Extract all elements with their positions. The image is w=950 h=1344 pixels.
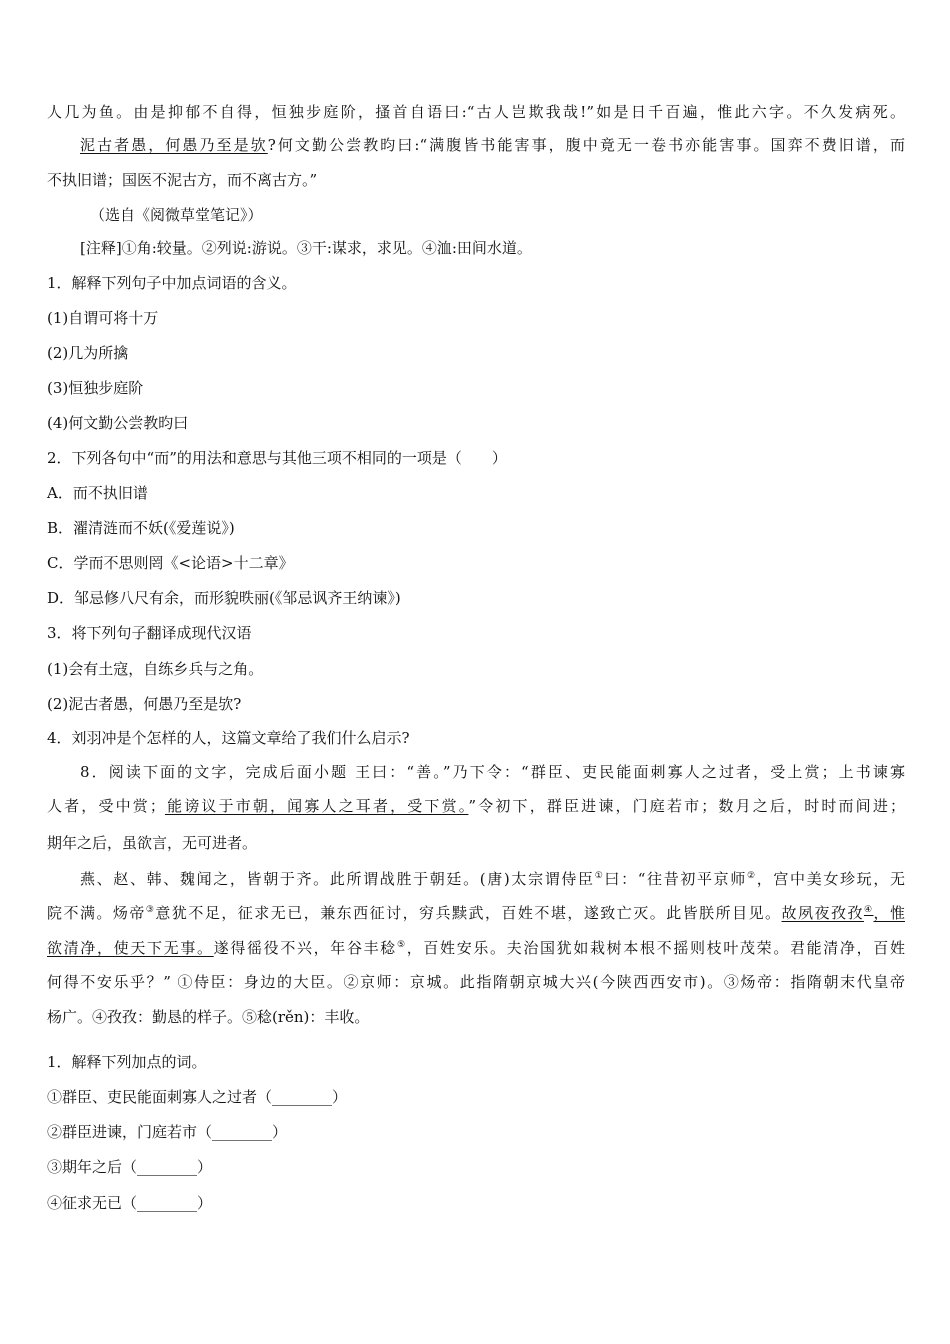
text-segment: 遂得徭役不兴，年谷丰稔 — [213, 939, 397, 957]
text-segment: C．学而不思则罔《<论语>十二章》 — [47, 554, 294, 572]
text-segment: 院不满。炀帝 — [47, 904, 146, 922]
text-line — [80, 760, 905, 784]
text-segment: 何得不安乐乎？” ①侍臣：身边的大臣。②京师：京城。此指隋朝京城大兴(今陕西西安市)。③炀帝：指隋朝末代皇帝 — [47, 973, 905, 991]
text-segment: 意犹不足，征求无已，兼东西征讨，穷兵黩武，百姓不堪，遂致亡灭。此皆朕所目见。 — [155, 904, 782, 922]
text-segment: (2)几为所擒 — [47, 344, 129, 362]
text-line — [47, 341, 905, 365]
text-segment: （选自《阅微草堂笔记》） — [90, 206, 263, 224]
text-segment: ①群臣、吏民能面刺寡人之过者（________） — [47, 1088, 348, 1106]
text-segment: (3)恒独步庭阶 — [47, 379, 144, 397]
text-segment: 3．将下列句子翻译成现代汉语 — [47, 624, 252, 642]
footnote-marker: ② — [747, 871, 757, 881]
text-line — [90, 203, 905, 227]
text-line — [47, 446, 905, 470]
text-segment: 不执旧谱；国医不泥古方，而不离古方。” — [47, 171, 318, 189]
text-segment: 燕、赵、韩、魏闻之，皆朝于齐。此所谓战胜于朝廷。(唐)太宗谓侍臣 — [80, 870, 595, 888]
text-segment: ，宫中美女珍玩，无 — [756, 870, 905, 888]
text-line — [47, 516, 905, 540]
text-segment: 2．下列各句中“而”的用法和意思与其他三项不相同的一项是（ ） — [47, 449, 507, 467]
underlined-text: 欲清净，使天下无事。 — [47, 939, 214, 957]
footnote-marker: ④ — [863, 905, 874, 915]
underlined-text: 泥古者愚，何愚乃至是欤 — [80, 136, 268, 154]
text-line — [47, 551, 905, 575]
text-line — [47, 168, 905, 192]
text-segment: ，百姓安乐。夫治国犹如栽树本根不摇则枝叶茂荣。君能清净，百姓 — [406, 939, 905, 957]
text-segment: ④征求无已（________） — [47, 1194, 213, 1212]
underlined-text: 能谤议于市朝，闻寡人之耳者，受下赏。 — [164, 797, 469, 815]
text-line — [47, 586, 905, 610]
underlined-text: ，惟 — [873, 904, 905, 922]
text-segment: (4)何文勤公尝教昀曰 — [47, 414, 189, 432]
text-line — [80, 867, 905, 891]
text-line — [47, 726, 905, 750]
text-line — [47, 936, 905, 960]
text-line — [47, 1050, 905, 1074]
text-segment: ③期年之后（________） — [47, 1158, 213, 1176]
text-line — [47, 481, 905, 505]
text-segment: B．濯清涟而不妖(《爱莲说》) — [47, 519, 235, 537]
text-line — [47, 794, 905, 818]
underlined-text: 故夙夜孜孜 — [781, 904, 864, 922]
text-segment: 杨广。④孜孜：勤恳的样子。⑤稔(rěn)：丰收。 — [47, 1008, 370, 1026]
footnote-marker: ⑤ — [396, 940, 407, 950]
footnote-marker: ① — [594, 871, 605, 881]
text-segment: (1)自谓可将十万 — [47, 309, 159, 327]
text-line — [47, 970, 905, 994]
text-line — [47, 692, 905, 716]
text-line — [47, 901, 905, 925]
text-line — [47, 306, 905, 330]
footnote-marker: ③ — [145, 905, 156, 915]
text-segment: 8．阅读下面的文字，完成后面小题 王曰：“善。”乃下令：“群臣、吏民能面刺寡人之过者，受上赏；上书谏寡 — [80, 763, 905, 781]
text-line — [47, 657, 905, 681]
text-line — [47, 1155, 905, 1179]
text-segment: [注释]①角:较量。②列说:游说。③干:谋求，求见。④洫:田间水道。 — [80, 239, 532, 257]
text-segment: 人者，受中赏； — [47, 797, 165, 815]
text-segment: (1)会有土寇，自练乡兵与之角。 — [47, 660, 264, 678]
text-line — [47, 411, 905, 435]
text-segment: D．邹忌修八尺有余，而形貌昳丽(《邹忌讽齐王纳谏》) — [47, 589, 401, 607]
text-segment: 人几为鱼。由是抑郁不自得，恒独步庭阶，搔首自语曰:“古人岂欺我哉!”如是日千百遍，惟此六字。不久发病死。 — [47, 103, 905, 121]
text-segment: ”令初下，群臣进谏，门庭若市；数月之后，时时而间进； — [468, 797, 905, 815]
text-line — [47, 100, 905, 124]
text-line — [47, 621, 905, 645]
text-line — [47, 1085, 905, 1109]
text-segment: ?何文勤公尝教昀曰:“满腹皆书能害事，腹中竟无一卷书亦能害事。国弈不费旧谱，而 — [267, 136, 905, 154]
text-segment: 期年之后，虽欲言，无可进者。 — [47, 834, 258, 852]
text-line — [47, 831, 905, 855]
text-segment: 1．解释下列加点的词。 — [47, 1053, 207, 1071]
text-line — [80, 133, 905, 157]
text-segment: 4．刘羽冲是个怎样的人，这篇文章给了我们什么启示? — [47, 729, 410, 747]
text-segment: 曰：“往昔初平京师 — [604, 870, 747, 888]
text-segment: ②群臣进谏，门庭若市（________） — [47, 1123, 288, 1141]
text-line — [47, 376, 905, 400]
text-segment: A．而不执旧谱 — [47, 484, 148, 502]
text-segment: 1．解释下列句子中加点词语的含义。 — [47, 274, 297, 292]
text-line — [47, 1120, 905, 1144]
text-segment: (2)泥古者愚，何愚乃至是欤? — [47, 695, 242, 713]
text-line — [47, 1005, 905, 1029]
text-line — [47, 1191, 905, 1215]
text-line — [47, 271, 905, 295]
text-line — [80, 236, 905, 260]
